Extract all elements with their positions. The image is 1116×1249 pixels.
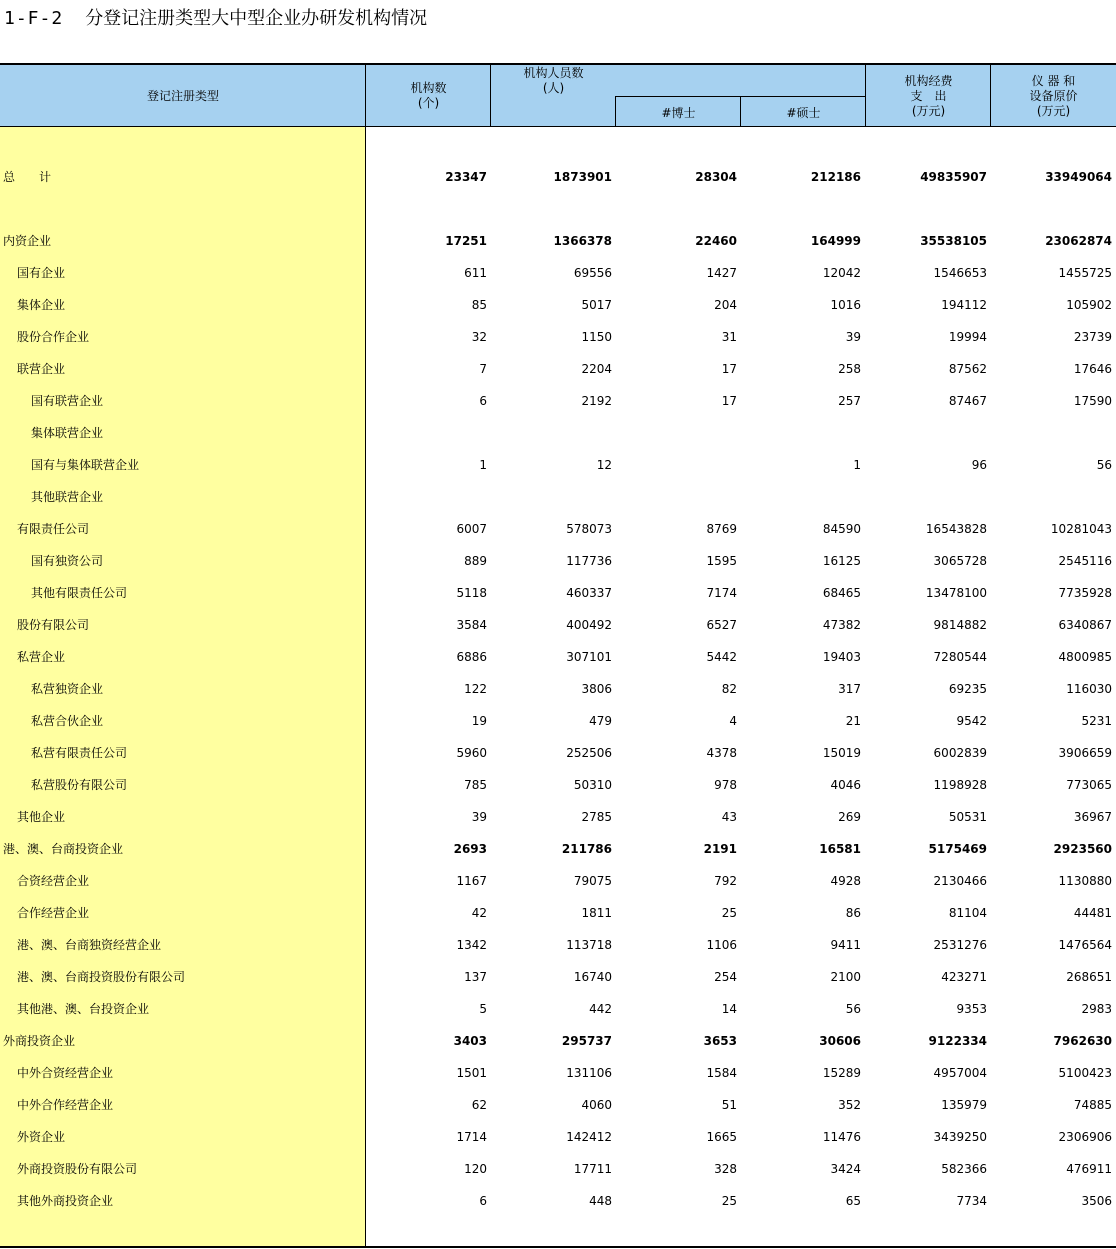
cell-staff: 307101 bbox=[566, 650, 612, 664]
header-expenditure bbox=[865, 65, 991, 127]
cell-expenditure: 7280544 bbox=[933, 650, 987, 664]
cell-masters: 65 bbox=[845, 1194, 861, 1208]
cell-staff: 460337 bbox=[566, 586, 612, 600]
table-row bbox=[0, 897, 1116, 929]
cell-equipment: 1130880 bbox=[1058, 874, 1112, 888]
cell-expenditure: 6002839 bbox=[933, 746, 987, 760]
cell-equipment: 4800985 bbox=[1058, 650, 1112, 664]
table-row bbox=[0, 1057, 1116, 1089]
row-label: 外资企业 bbox=[17, 1130, 66, 1144]
table-row bbox=[0, 385, 1116, 417]
cell-masters: 257 bbox=[838, 394, 861, 408]
cell-expenditure: 7734 bbox=[956, 1194, 987, 1208]
table-row bbox=[0, 961, 1116, 993]
row-label: 股份合作企业 bbox=[17, 330, 90, 344]
row-label: 外商投资企业 bbox=[3, 1034, 76, 1048]
cell-institutions: 5118 bbox=[456, 586, 487, 600]
cell-equipment: 2545116 bbox=[1058, 554, 1112, 568]
row-label: 内资企业 bbox=[3, 234, 52, 248]
cell-expenditure: 135979 bbox=[941, 1098, 987, 1112]
cell-masters: 68465 bbox=[822, 586, 861, 600]
cell-equipment: 74885 bbox=[1073, 1098, 1112, 1112]
cell-expenditure: 1546653 bbox=[933, 266, 987, 280]
cell-phd: 17 bbox=[721, 394, 737, 408]
cell-masters: 12042 bbox=[822, 266, 861, 280]
cell-phd: 31 bbox=[721, 330, 737, 344]
cell-expenditure: 35538105 bbox=[920, 234, 987, 248]
cell-staff: 295737 bbox=[561, 1034, 612, 1048]
row-label: 国有企业 bbox=[17, 266, 66, 280]
row-label: 国有与集体联营企业 bbox=[31, 458, 140, 472]
row-label: 港、澳、台商投资企业 bbox=[3, 842, 124, 856]
table-row bbox=[0, 705, 1116, 737]
cell-institutions: 2693 bbox=[453, 842, 487, 856]
cell-equipment: 33949064 bbox=[1045, 170, 1112, 184]
table-row bbox=[0, 417, 1116, 449]
cell-expenditure: 49835907 bbox=[920, 170, 987, 184]
table-row bbox=[0, 769, 1116, 801]
row-label: 私营企业 bbox=[17, 650, 66, 664]
cell-equipment: 23062874 bbox=[1045, 234, 1112, 248]
cell-expenditure: 9814882 bbox=[933, 618, 987, 632]
table-row bbox=[0, 865, 1116, 897]
cell-phd: 7174 bbox=[706, 586, 737, 600]
cell-masters: 4928 bbox=[830, 874, 861, 888]
header-label: 机构人员数 bbox=[523, 65, 584, 80]
cell-equipment: 2306906 bbox=[1058, 1130, 1112, 1144]
cell-masters: 84590 bbox=[822, 522, 861, 536]
row-label: 集体联营企业 bbox=[31, 426, 104, 440]
row-label: 联营企业 bbox=[17, 362, 66, 376]
data-table bbox=[0, 63, 1116, 1249]
cell-phd: 2191 bbox=[703, 842, 737, 856]
cell-phd: 6527 bbox=[706, 618, 737, 632]
cell-masters: 39 bbox=[845, 330, 861, 344]
cell-masters: 86 bbox=[845, 906, 861, 920]
cell-institutions: 5 bbox=[479, 1002, 487, 1016]
cell-institutions: 42 bbox=[471, 906, 487, 920]
table-row bbox=[0, 1025, 1116, 1057]
cell-phd: 82 bbox=[721, 682, 737, 696]
cell-staff: 211786 bbox=[561, 842, 612, 856]
row-label: 其他企业 bbox=[17, 810, 66, 824]
cell-staff: 442 bbox=[589, 1002, 612, 1016]
cell-phd: 14 bbox=[721, 1002, 737, 1016]
cell-masters: 1 bbox=[853, 458, 861, 472]
cell-institutions: 611 bbox=[464, 266, 487, 280]
cell-masters: 258 bbox=[838, 362, 861, 376]
cell-equipment: 17590 bbox=[1073, 394, 1112, 408]
cell-institutions: 85 bbox=[471, 298, 487, 312]
cell-masters: 16125 bbox=[822, 554, 861, 568]
cell-expenditure: 16543828 bbox=[925, 522, 987, 536]
table-row bbox=[0, 577, 1116, 609]
row-label: 私营股份有限公司 bbox=[31, 778, 128, 792]
cell-masters: 16581 bbox=[819, 842, 861, 856]
cell-masters: 47382 bbox=[822, 618, 861, 632]
table-row bbox=[0, 737, 1116, 769]
cell-staff: 3806 bbox=[581, 682, 612, 696]
cell-phd: 8769 bbox=[706, 522, 737, 536]
header-label: 机构经费 bbox=[904, 73, 953, 88]
table-row bbox=[0, 1185, 1116, 1217]
table-row bbox=[0, 641, 1116, 673]
table-row bbox=[0, 545, 1116, 577]
cell-masters: 56 bbox=[845, 1002, 861, 1016]
cell-staff: 2204 bbox=[581, 362, 612, 376]
cell-staff: 16740 bbox=[573, 970, 612, 984]
table-row bbox=[0, 609, 1116, 641]
cell-staff: 578073 bbox=[566, 522, 612, 536]
cell-expenditure: 4957004 bbox=[933, 1066, 987, 1080]
cell-phd: 43 bbox=[721, 810, 737, 824]
header-unit: (万元) bbox=[911, 103, 946, 118]
table-row bbox=[0, 225, 1116, 257]
table-row bbox=[0, 993, 1116, 1025]
cell-phd: 28304 bbox=[695, 170, 737, 184]
header-registration-type bbox=[0, 65, 366, 127]
cell-masters: 3424 bbox=[830, 1162, 861, 1176]
header-label: 设备原价 bbox=[1029, 88, 1078, 103]
cell-phd: 978 bbox=[714, 778, 737, 792]
row-label: 股份有限公司 bbox=[17, 618, 90, 632]
table-row bbox=[0, 321, 1116, 353]
table-row bbox=[0, 449, 1116, 481]
row-label: 集体企业 bbox=[17, 298, 66, 312]
row-label: 私营合伙企业 bbox=[31, 714, 104, 728]
cell-staff: 4060 bbox=[581, 1098, 612, 1112]
cell-institutions: 23347 bbox=[445, 170, 487, 184]
cell-equipment: 268651 bbox=[1066, 970, 1112, 984]
cell-expenditure: 3439250 bbox=[933, 1130, 987, 1144]
cell-staff: 5017 bbox=[581, 298, 612, 312]
cell-institutions: 3584 bbox=[456, 618, 487, 632]
cell-staff: 113718 bbox=[566, 938, 612, 952]
cell-phd: 254 bbox=[714, 970, 737, 984]
cell-staff: 1150 bbox=[581, 330, 612, 344]
table-header bbox=[0, 63, 1116, 127]
table-row bbox=[0, 833, 1116, 865]
row-label: 中外合资经营企业 bbox=[17, 1066, 114, 1080]
table-row bbox=[0, 513, 1116, 545]
cell-expenditure: 81104 bbox=[948, 906, 987, 920]
header-label: 登记注册类型 bbox=[146, 88, 219, 103]
cell-masters: 9411 bbox=[830, 938, 861, 952]
cell-equipment: 2983 bbox=[1081, 1002, 1112, 1016]
table-row bbox=[0, 1089, 1116, 1121]
row-label: 港、澳、台商独资经营企业 bbox=[17, 938, 162, 952]
table-row bbox=[0, 1121, 1116, 1153]
table-row bbox=[0, 929, 1116, 961]
cell-equipment: 5100423 bbox=[1058, 1066, 1112, 1080]
cell-staff: 479 bbox=[589, 714, 612, 728]
cell-institutions: 32 bbox=[471, 330, 487, 344]
cell-phd: 4 bbox=[729, 714, 737, 728]
header-label: 仪 器 和 bbox=[1031, 73, 1076, 88]
table-code: 1-F-2 bbox=[4, 8, 64, 29]
cell-institutions: 1342 bbox=[456, 938, 487, 952]
table-row bbox=[0, 353, 1116, 385]
total-row bbox=[0, 161, 1116, 193]
cell-phd: 1106 bbox=[706, 938, 737, 952]
cell-masters: 11476 bbox=[822, 1130, 861, 1144]
cell-institutions: 5960 bbox=[456, 746, 487, 760]
row-label: 私营独资企业 bbox=[31, 682, 104, 696]
cell-masters: 15019 bbox=[822, 746, 861, 760]
cell-phd: 1595 bbox=[706, 554, 737, 568]
cell-staff: 12 bbox=[596, 458, 612, 472]
row-label: 合作经营企业 bbox=[17, 906, 90, 920]
cell-expenditure: 2130466 bbox=[933, 874, 987, 888]
cell-masters: 317 bbox=[838, 682, 861, 696]
cell-expenditure: 3065728 bbox=[933, 554, 987, 568]
cell-institutions: 1714 bbox=[456, 1130, 487, 1144]
cell-institutions: 17251 bbox=[445, 234, 487, 248]
cell-staff: 69556 bbox=[573, 266, 612, 280]
cell-staff: 2192 bbox=[581, 394, 612, 408]
cell-phd: 792 bbox=[714, 874, 737, 888]
cell-staff: 1811 bbox=[581, 906, 612, 920]
row-label: 有限责任公司 bbox=[17, 522, 90, 536]
table-bottom-rule bbox=[0, 1246, 1116, 1248]
cell-institutions: 889 bbox=[464, 554, 487, 568]
cell-equipment: 5231 bbox=[1081, 714, 1112, 728]
cell-masters: 19403 bbox=[822, 650, 861, 664]
cell-institutions: 6007 bbox=[456, 522, 487, 536]
cell-phd: 4378 bbox=[706, 746, 737, 760]
cell-phd: 328 bbox=[714, 1162, 737, 1176]
cell-phd: 51 bbox=[721, 1098, 737, 1112]
cell-expenditure: 423271 bbox=[941, 970, 987, 984]
cell-equipment: 6340867 bbox=[1058, 618, 1112, 632]
cell-equipment: 56 bbox=[1096, 458, 1112, 472]
row-label: 其他外商投资企业 bbox=[17, 1194, 114, 1208]
cell-equipment: 7962630 bbox=[1053, 1034, 1112, 1048]
cell-masters: 4046 bbox=[830, 778, 861, 792]
header-label: #博士 bbox=[661, 105, 696, 120]
cell-institutions: 3403 bbox=[453, 1034, 487, 1048]
cell-expenditure: 87562 bbox=[948, 362, 987, 376]
cell-masters: 269 bbox=[838, 810, 861, 824]
row-label: 外商投资股份有限公司 bbox=[17, 1162, 138, 1176]
row-label: 其他联营企业 bbox=[31, 490, 104, 504]
cell-equipment: 10281043 bbox=[1050, 522, 1112, 536]
header-equipment-value bbox=[990, 65, 1116, 127]
cell-institutions: 62 bbox=[471, 1098, 487, 1112]
row-label: 其他有限责任公司 bbox=[31, 586, 128, 600]
cell-staff: 1366378 bbox=[553, 234, 612, 248]
cell-expenditure: 96 bbox=[971, 458, 987, 472]
cell-institutions: 137 bbox=[464, 970, 487, 984]
cell-expenditure: 69235 bbox=[948, 682, 987, 696]
header-phd bbox=[615, 96, 741, 127]
cell-equipment: 3506 bbox=[1081, 1194, 1112, 1208]
cell-staff: 1873901 bbox=[553, 170, 612, 184]
cell-staff: 79075 bbox=[573, 874, 612, 888]
row-label: 国有联营企业 bbox=[31, 394, 104, 408]
header-institutions bbox=[365, 65, 491, 127]
row-label: 港、澳、台商投资股份有限公司 bbox=[17, 970, 186, 984]
cell-masters: 1016 bbox=[830, 298, 861, 312]
cell-masters: 21 bbox=[845, 714, 861, 728]
cell-equipment: 23739 bbox=[1073, 330, 1112, 344]
cell-phd: 204 bbox=[714, 298, 737, 312]
cell-institutions: 7 bbox=[479, 362, 487, 376]
cell-masters: 212186 bbox=[810, 170, 861, 184]
header-label: 支 出 bbox=[910, 88, 947, 103]
table-row bbox=[0, 257, 1116, 289]
cell-expenditure: 19994 bbox=[948, 330, 987, 344]
cell-masters: 164999 bbox=[810, 234, 861, 248]
cell-phd: 5442 bbox=[706, 650, 737, 664]
table-row bbox=[0, 1153, 1116, 1185]
cell-staff: 50310 bbox=[573, 778, 612, 792]
cell-equipment: 476911 bbox=[1066, 1162, 1112, 1176]
cell-staff: 252506 bbox=[566, 746, 612, 760]
cell-phd: 1665 bbox=[706, 1130, 737, 1144]
cell-equipment: 773065 bbox=[1066, 778, 1112, 792]
cell-expenditure: 5175469 bbox=[928, 842, 987, 856]
cell-institutions: 122 bbox=[464, 682, 487, 696]
cell-equipment: 3906659 bbox=[1058, 746, 1112, 760]
cell-equipment: 105902 bbox=[1066, 298, 1112, 312]
cell-phd: 25 bbox=[721, 1194, 737, 1208]
cell-phd: 17 bbox=[721, 362, 737, 376]
cell-equipment: 17646 bbox=[1073, 362, 1112, 376]
cell-equipment: 116030 bbox=[1066, 682, 1112, 696]
cell-phd: 1427 bbox=[706, 266, 737, 280]
cell-expenditure: 9353 bbox=[956, 1002, 987, 1016]
header-label: 机构数 bbox=[410, 81, 447, 95]
cell-institutions: 6 bbox=[479, 1194, 487, 1208]
cell-expenditure: 2531276 bbox=[933, 938, 987, 952]
cell-expenditure: 87467 bbox=[948, 394, 987, 408]
header-unit: (万元) bbox=[1036, 103, 1071, 118]
cell-institutions: 785 bbox=[464, 778, 487, 792]
cell-equipment: 1455725 bbox=[1058, 266, 1112, 280]
header-unit: (人) bbox=[542, 80, 565, 95]
cell-phd: 22460 bbox=[695, 234, 737, 248]
cell-phd: 1584 bbox=[706, 1066, 737, 1080]
cell-expenditure: 194112 bbox=[941, 298, 987, 312]
table-title: 分登记注册类型大中型企业办研发机构情况 bbox=[85, 8, 428, 29]
cell-staff: 131106 bbox=[566, 1066, 612, 1080]
cell-equipment: 1476564 bbox=[1058, 938, 1112, 952]
cell-equipment: 7735928 bbox=[1058, 586, 1112, 600]
cell-equipment: 44481 bbox=[1073, 906, 1112, 920]
header-masters bbox=[740, 96, 866, 127]
table-row bbox=[0, 801, 1116, 833]
header-label: #硕士 bbox=[786, 105, 821, 120]
cell-staff: 142412 bbox=[566, 1130, 612, 1144]
cell-institutions: 39 bbox=[471, 810, 487, 824]
cell-masters: 352 bbox=[838, 1098, 861, 1112]
page-title bbox=[4, 6, 427, 32]
cell-institutions: 120 bbox=[464, 1162, 487, 1176]
cell-expenditure: 9122334 bbox=[928, 1034, 987, 1048]
cell-staff: 448 bbox=[589, 1194, 612, 1208]
cell-expenditure: 9542 bbox=[956, 714, 987, 728]
cell-equipment: 2923560 bbox=[1053, 842, 1112, 856]
row-label: 总 计 bbox=[3, 170, 52, 184]
cell-equipment: 36967 bbox=[1073, 810, 1112, 824]
cell-phd: 25 bbox=[721, 906, 737, 920]
cell-staff: 17711 bbox=[573, 1162, 612, 1176]
cell-expenditure: 13478100 bbox=[925, 586, 987, 600]
cell-expenditure: 1198928 bbox=[933, 778, 987, 792]
cell-expenditure: 50531 bbox=[948, 810, 987, 824]
cell-phd: 3653 bbox=[703, 1034, 737, 1048]
cell-institutions: 1 bbox=[479, 458, 487, 472]
cell-staff: 2785 bbox=[581, 810, 612, 824]
cell-expenditure: 582366 bbox=[941, 1162, 987, 1176]
cell-institutions: 6 bbox=[479, 394, 487, 408]
cell-masters: 30606 bbox=[819, 1034, 861, 1048]
cell-staff: 400492 bbox=[566, 618, 612, 632]
cell-masters: 2100 bbox=[830, 970, 861, 984]
cell-institutions: 6886 bbox=[456, 650, 487, 664]
table-row bbox=[0, 673, 1116, 705]
row-label: 中外合作经营企业 bbox=[17, 1098, 114, 1112]
row-label: 合资经营企业 bbox=[17, 874, 90, 888]
row-label: 其他港、澳、台投资企业 bbox=[17, 1002, 150, 1016]
row-label: 私营有限责任公司 bbox=[31, 746, 128, 760]
header-unit: (个) bbox=[417, 96, 440, 110]
table-row bbox=[0, 481, 1116, 513]
table-row bbox=[0, 289, 1116, 321]
cell-masters: 15289 bbox=[822, 1066, 861, 1080]
cell-staff: 117736 bbox=[566, 554, 612, 568]
cell-institutions: 1167 bbox=[456, 874, 487, 888]
header-staff bbox=[491, 65, 616, 96]
row-label: 国有独资公司 bbox=[31, 554, 104, 568]
cell-institutions: 19 bbox=[471, 714, 487, 728]
cell-institutions: 1501 bbox=[456, 1066, 487, 1080]
